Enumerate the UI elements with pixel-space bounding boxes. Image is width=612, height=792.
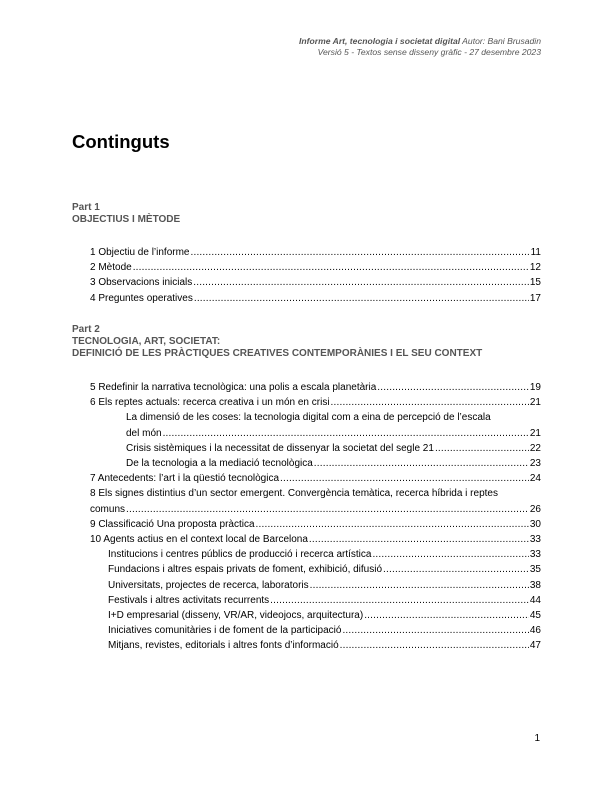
part1-toc bbox=[90, 245, 541, 306]
toc-entry[interactable]: Universitats, projectes de recerca, laboratoris ..... 38 bbox=[90, 578, 541, 593]
toc-entry[interactable]: Crisis sistèmiques i la necessitat de dissenyar la societat del segle 21 ..... 22 bbox=[90, 441, 541, 456]
part2-heading bbox=[72, 324, 482, 359]
toc-entry[interactable]: Fundacions i altres espais privats de foment, exhibició, difusió ..... 35 bbox=[90, 562, 541, 577]
toc-entry[interactable]: Mitjans, revistes, editorials i altres fonts d’informació ..... 47 bbox=[90, 638, 541, 653]
author: Autor: Bani Brusadin bbox=[460, 36, 541, 46]
part1-heading bbox=[72, 202, 180, 226]
toc-entry[interactable]: 10 Agents actius en el context local de Barcelona ..... 33 bbox=[90, 532, 541, 547]
report-title: Informe Art, tecnologia i societat digital bbox=[299, 36, 461, 46]
toc-entry[interactable]: 1 Objectiu de l’informe ..... 11 bbox=[90, 245, 541, 260]
toc-entry[interactable]: 3 Observacions inicials ..... 15 bbox=[90, 275, 541, 290]
toc-entry[interactable]: 8 Els signes distintius d’un sector emergent. Convergència temàtica, recerca híbrida i reptes comuns ..... 26 bbox=[90, 486, 541, 516]
toc-entry[interactable]: De la tecnologia a la mediació tecnològica ..... 23 bbox=[90, 456, 541, 471]
toc-entry[interactable]: I+D empresarial (disseny, VR/AR, videojocs, arquitectura) ..... 45 bbox=[90, 608, 541, 623]
page-title: Continguts bbox=[72, 131, 170, 152]
part2-label: Part 2 bbox=[72, 324, 100, 335]
version-line: Versió 5 - Textos sense disseny gràfic - 27 desembre 2023 bbox=[317, 47, 541, 57]
toc-entry[interactable]: Festivals i altres activitats recurrents ..... 44 bbox=[90, 593, 541, 608]
toc-entry[interactable]: 5 Redefinir la narrativa tecnològica: una polis a escala planetària ..... 19 bbox=[90, 380, 541, 395]
toc-entry[interactable]: 2 Mètode ..... 12 bbox=[90, 260, 541, 275]
toc-entry[interactable]: Iniciatives comunitàries i de foment de la participació ..... 46 bbox=[90, 623, 541, 638]
document-header bbox=[299, 36, 541, 58]
toc-entry[interactable]: 9 Classificació Una proposta pràctica ..... 30 bbox=[90, 517, 541, 532]
page-number: 1 bbox=[534, 733, 540, 744]
toc-entry[interactable]: 6 Els reptes actuals: recerca creativa i un món en crisi ..... 21 bbox=[90, 395, 541, 410]
toc-entry[interactable]: Institucions i centres públics de producció i recerca artística ..... 33 bbox=[90, 547, 541, 562]
part2-toc bbox=[90, 380, 541, 654]
part2-title-line2: DEFINICIÓ DE LES PRÀCTIQUES CREATIVES CONTEMPORÀNIES I EL SEU CONTEXT bbox=[72, 347, 483, 359]
part2-title-line1: TECNOLOGIA, ART, SOCIETAT: bbox=[72, 335, 221, 347]
toc-entry[interactable]: 4 Preguntes operatives ..... 17 bbox=[90, 291, 541, 306]
toc-entry[interactable]: La dimensió de les coses: la tecnologia digital com a eina de percepció de l’escala del món ..... 21 bbox=[90, 410, 541, 440]
part1-title: OBJECTIUS I MÈTODE bbox=[72, 213, 181, 225]
part1-label: Part 1 bbox=[72, 202, 100, 213]
toc-entry[interactable]: 7 Antecedents: l’art i la qüestió tecnològica ..... 24 bbox=[90, 471, 541, 486]
